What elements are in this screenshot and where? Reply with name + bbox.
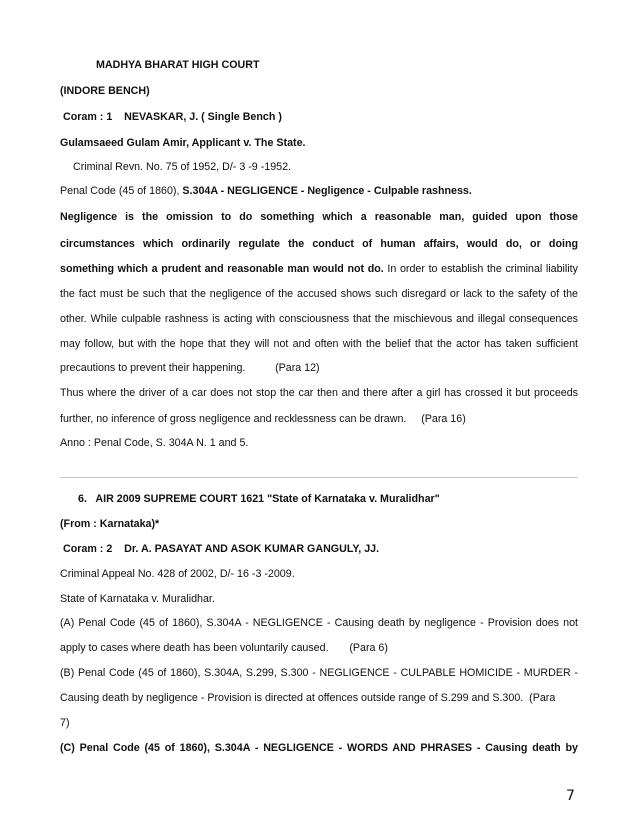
- coram-line: Coram : 1 NEVASKAR, J. ( Single Bench ): [60, 111, 282, 123]
- para-line-6: may follow, but with the hope that they will not and often with the belief that the actor has taken sufficient: [60, 338, 578, 350]
- headnote-a-line-2: apply to cases where death has been voluntarily caused. (Para 6): [60, 642, 388, 654]
- appeal-number: Criminal Appeal No. 428 of 2002, D/- 16 -3 -2009.: [60, 568, 295, 580]
- para-line-1: Negligence is the omission to do something which a reasonable man, guided upon those: [60, 211, 578, 223]
- para-line-2: circumstances which ordinarily regulate the conduct of human affairs, would do, or doing: [60, 238, 578, 250]
- case-heading: 6. AIR 2009 SUPREME COURT 1621 "State of Karnataka v. Muralidhar": [78, 493, 440, 505]
- parties-line-2: State of Karnataka v. Muralidhar.: [60, 593, 215, 605]
- section-divider: [60, 477, 578, 478]
- from-line: (From : Karnataka)*: [60, 518, 160, 530]
- headnote-b-line-3: 7): [60, 717, 70, 729]
- para-line-3-rest: In order to establish the criminal liability: [383, 263, 578, 275]
- penal-code-headnote: [60, 184, 578, 198]
- parties-line: Gulamsaeed Gulam Amir, Applicant v. The State.: [60, 137, 306, 149]
- headnote-b-line-1: (B) Penal Code (45 of 1860), S.304A, S.299, S.300 - NEGLIGENCE - CULPABLE HOMICIDE - MURDER -: [60, 667, 578, 679]
- headnote-b-line-2: Causing death by negligence - Provision is directed at offences outside range of S.299 and S.300. (Para: [60, 692, 556, 704]
- revision-number: Criminal Revn. No. 75 of 1952, D/- 3 -9 -1952.: [73, 161, 292, 173]
- bench-name: (INDORE BENCH): [60, 85, 150, 97]
- headnote-c-line-1: (C) Penal Code (45 of 1860), S.304A - NEGLIGENCE - WORDS AND PHRASES - Causing death by: [60, 742, 578, 754]
- court-name: MADHYA BHARAT HIGH COURT: [96, 59, 260, 71]
- para-line-3-bold: something which a prudent and reasonable man would not do.: [60, 263, 384, 275]
- para-line-5: other. While culpable rashness is acting with consciousness that the mischievous and illegal consequences: [60, 313, 578, 325]
- page-number: 7: [566, 788, 575, 804]
- headnote-a-line-1: (A) Penal Code (45 of 1860), S.304A - NEGLIGENCE - Causing death by negligence - Provision does not: [60, 617, 578, 629]
- thus-line-2: further, no inference of gross negligence and recklessness can be drawn. (Para 16): [60, 413, 466, 425]
- penal-code-bold: S.304A - NEGLIGENCE - Negligence - Culpable rashness.: [182, 185, 472, 197]
- para-line-7: precautions to prevent their happening. (Para 12): [60, 362, 320, 374]
- anno-line: Anno : Penal Code, S. 304A N. 1 and 5.: [60, 437, 249, 449]
- thus-line-1: Thus where the driver of a car does not stop the car then and there after a girl has crossed it but proceeds: [60, 387, 578, 399]
- penal-code-prefix: Penal Code (45 of 1860),: [60, 185, 183, 197]
- coram-line-2: Coram : 2 Dr. A. PASAYAT AND ASOK KUMAR GANGULY, JJ.: [60, 543, 380, 555]
- para-line-4: the fact must be such that the negligence of the accused shows such disregard or lack to the safety of the: [60, 288, 578, 300]
- para-line-3: [60, 262, 578, 276]
